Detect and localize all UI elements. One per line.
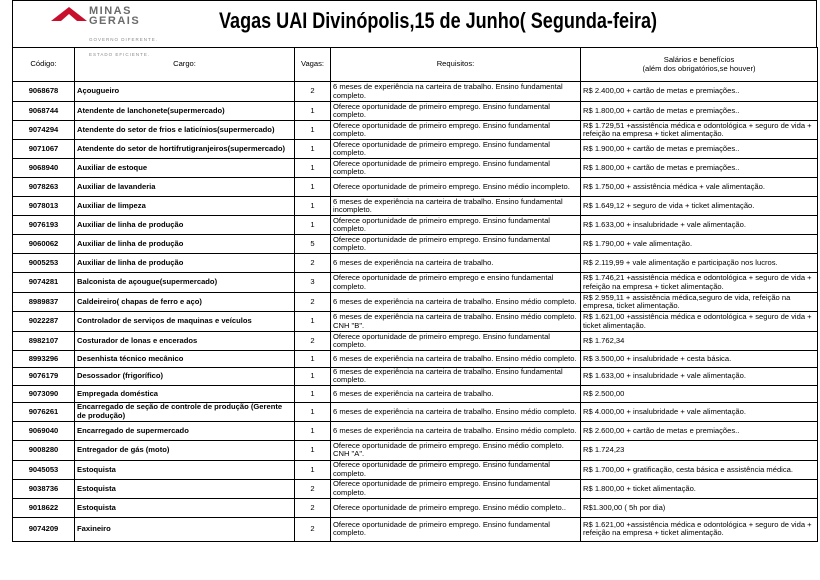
cell-codigo: 9005253 — [13, 254, 75, 273]
cell-salario: R$ 1.800,00 + ticket alimentação. — [581, 479, 818, 498]
cell-codigo: 9068744 — [13, 102, 75, 121]
cell-requisitos: 6 meses de experiência na carteira de trabalho. Ensino médio completo. — [331, 421, 581, 440]
cell-codigo: 9076179 — [13, 368, 75, 386]
table-row — [13, 332, 818, 351]
table-row — [13, 498, 818, 517]
cell-vagas: 2 — [295, 293, 331, 312]
cell-requisitos: Oferece oportunidade de primeiro emprego. Ensino fundamental completo. — [331, 159, 581, 178]
cell-salario: R$ 1.633,00 + insalubridade + vale alimentação. — [581, 216, 818, 235]
cell-vagas: 1 — [295, 368, 331, 386]
cell-vagas: 1 — [295, 159, 331, 178]
cell-codigo: 9060062 — [13, 235, 75, 254]
cell-requisitos: 6 meses de experiência na carteira de trabalho. Ensino médio completo. — [331, 351, 581, 368]
cell-cargo: Controlador de serviços de maquinas e veículos — [75, 312, 295, 332]
cell-vagas: 1 — [295, 140, 331, 159]
cell-codigo: 8993296 — [13, 351, 75, 368]
cell-salario: R$ 1.750,00 + assistência médica + vale alimentação. — [581, 178, 818, 197]
cell-vagas: 2 — [295, 82, 331, 102]
cell-requisitos: Oferece oportunidade de primeiro emprego. Ensino fundamental completo. — [331, 517, 581, 541]
cell-vagas: 2 — [295, 332, 331, 351]
cell-requisitos: Oferece oportunidade de primeiro emprego. Ensino fundamental completo. — [331, 479, 581, 498]
cell-requisitos: 6 meses de experiência na carteira de trabalho. Ensino médio completo. CNH "B". — [331, 312, 581, 332]
cell-codigo: 9074281 — [13, 273, 75, 293]
cell-salario: R$ 2.119,99 + vale alimentação e participação nos lucros. — [581, 254, 818, 273]
table-row — [13, 368, 818, 386]
table-row — [13, 235, 818, 254]
table-row — [13, 82, 818, 102]
table-row — [13, 479, 818, 498]
cell-vagas: 2 — [295, 254, 331, 273]
cell-cargo: Auxiliar de lavanderia — [75, 178, 295, 197]
cell-cargo: Empregada doméstica — [75, 385, 295, 402]
cell-vagas: 2 — [295, 479, 331, 498]
table-row — [13, 312, 818, 332]
table-row — [13, 440, 818, 460]
cell-cargo: Desossador (frigorífico) — [75, 368, 295, 386]
cell-codigo: 9068940 — [13, 159, 75, 178]
column-header-requisitos: Requisitos: — [331, 48, 581, 82]
minas-gerais-logo — [49, 5, 189, 57]
cell-codigo: 9078263 — [13, 178, 75, 197]
cell-codigo: 8982107 — [13, 332, 75, 351]
cell-vagas: 2 — [295, 498, 331, 517]
cell-cargo: Desenhista técnico mecânico — [75, 351, 295, 368]
cell-codigo: 9078013 — [13, 197, 75, 216]
cell-cargo: Atendente do setor de frios e laticínios(supermercado) — [75, 121, 295, 140]
cell-vagas: 1 — [295, 402, 331, 421]
table-row — [13, 102, 818, 121]
cell-vagas: 1 — [295, 421, 331, 440]
cell-codigo: 9018622 — [13, 498, 75, 517]
table-body — [13, 82, 818, 542]
table-row — [13, 159, 818, 178]
column-header-salarios-line1: Salários e benefícios — [663, 55, 735, 65]
cell-vagas: 1 — [295, 121, 331, 140]
logo-tagline-line2: ESTADO EFICIENTE. — [89, 52, 151, 57]
table-row — [13, 421, 818, 440]
cell-requisitos: 6 meses de experiência na carteira de trabalho. Ensino fundamental completo. — [331, 368, 581, 386]
document-page — [12, 0, 817, 580]
cell-requisitos: Oferece oportunidade de primeiro emprego. Ensino fundamental completo. — [331, 102, 581, 121]
table-row — [13, 385, 818, 402]
cell-salario: R$ 1.800,00 + cartão de metas e premiações.. — [581, 159, 818, 178]
cell-codigo: 9076261 — [13, 402, 75, 421]
cell-cargo: Entregador de gás (moto) — [75, 440, 295, 460]
table-row — [13, 254, 818, 273]
cell-salario: R$ 1.800,00 + cartão de metas e premiações.. — [581, 102, 818, 121]
logo-name — [89, 6, 140, 26]
cell-cargo: Atendente de lanchonete(supermercado) — [75, 102, 295, 121]
cell-cargo: Faxineiro — [75, 517, 295, 541]
cell-vagas: 5 — [295, 235, 331, 254]
column-header-cargo: Cargo: — [75, 48, 295, 82]
cell-salario: R$ 1.700,00 + gratificação, cesta básica e assistência médica. — [581, 460, 818, 479]
cell-salario: R$ 2.500,00 — [581, 385, 818, 402]
cell-salario: R$ 1.790,00 + vale alimentação. — [581, 235, 818, 254]
cell-salario: R$ 1.621,00 +assistência médica e odontológica + seguro de vida + ticket alimentação. — [581, 312, 818, 332]
cell-salario: R$ 1.746,21 +assistência médica e odontológica + seguro de vida + refeição na empresa + ticket alimentação. — [581, 273, 818, 293]
cell-salario: R$ 1.621,00 +assistência médica e odontológica + seguro de vida + refeição na empresa + ticket alimentação. — [581, 517, 818, 541]
cell-salario: R$ 3.500,00 + insalubridade + cesta básica. — [581, 351, 818, 368]
cell-codigo: 9068678 — [13, 82, 75, 102]
cell-requisitos: Oferece oportunidade de primeiro emprego e ensino fundamental completo. — [331, 273, 581, 293]
vagas-table — [12, 47, 818, 542]
cell-cargo: Caldeireiro( chapas de ferro e aço) — [75, 293, 295, 312]
cell-requisitos: Oferece oportunidade de primeiro emprego. Ensino fundamental completo. — [331, 235, 581, 254]
cell-vagas: 1 — [295, 385, 331, 402]
column-header-vagas: Vagas: — [295, 48, 331, 82]
table-row — [13, 140, 818, 159]
column-header-salarios — [581, 48, 818, 82]
cell-requisitos: 6 meses de experiência na carteira de trabalho. — [331, 254, 581, 273]
cell-vagas: 1 — [295, 351, 331, 368]
table-row — [13, 216, 818, 235]
cell-salario: R$ 2.959,11 + assistência médica,seguro de vida, refeição na empresa, ticket alimentação. — [581, 293, 818, 312]
cell-salario: R$ 1.724,23 — [581, 440, 818, 460]
table-row — [13, 121, 818, 140]
cell-cargo: Balconista de açougue(supermercado) — [75, 273, 295, 293]
logo-name-line1: MINAS — [89, 5, 132, 17]
cell-requisitos: Oferece oportunidade de primeiro emprego. Ensino fundamental completo. — [331, 332, 581, 351]
cell-requisitos: 6 meses de experiência na carteira de trabalho. — [331, 385, 581, 402]
cell-vagas: 1 — [295, 440, 331, 460]
cell-cargo: Encarregado de supermercado — [75, 421, 295, 440]
cell-codigo: 9038736 — [13, 479, 75, 498]
cell-codigo: 9076193 — [13, 216, 75, 235]
cell-requisitos: 6 meses de experiência na carteira de trabalho. Ensino fundamental completo. — [331, 82, 581, 102]
cell-salario: R$ 1.729,51 +assistência médica e odontológica + seguro de vida + refeição na empresa + ticket alimentação. — [581, 121, 818, 140]
table-row — [13, 197, 818, 216]
cell-vagas: 1 — [295, 460, 331, 479]
cell-cargo: Estoquista — [75, 479, 295, 498]
cell-cargo: Costurador de lonas e encerados — [75, 332, 295, 351]
cell-requisitos: Oferece oportunidade de primeiro emprego. Ensino médio completo. CNH "A". — [331, 440, 581, 460]
logo-tagline-line1: GOVERNO DIFERENTE. — [89, 37, 159, 42]
table-row — [13, 178, 818, 197]
table-row — [13, 273, 818, 293]
cell-cargo: Estoquista — [75, 498, 295, 517]
cell-codigo: 9045053 — [13, 460, 75, 479]
cell-salario: R$ 1.900,00 + cartão de metas e premiações.. — [581, 140, 818, 159]
table-row — [13, 402, 818, 421]
table-row — [13, 460, 818, 479]
cell-requisitos: 6 meses de experiência na carteira de trabalho. Ensino médio completo. — [331, 402, 581, 421]
cell-cargo: Estoquista — [75, 460, 295, 479]
cell-codigo: 9073090 — [13, 385, 75, 402]
cell-cargo: Auxiliar de limpeza — [75, 197, 295, 216]
cell-vagas: 1 — [295, 178, 331, 197]
cell-salario: R$ 2.600,00 + cartão de metas e premiações.. — [581, 421, 818, 440]
minas-gerais-logo-icon — [49, 5, 89, 23]
cell-codigo: 9022287 — [13, 312, 75, 332]
cell-requisitos: Oferece oportunidade de primeiro emprego. Ensino fundamental completo. — [331, 460, 581, 479]
cell-cargo: Auxiliar de linha de produção — [75, 235, 295, 254]
cell-requisitos: 6 meses de experiência na carteira de trabalho. Ensino fundamental incompleto. — [331, 197, 581, 216]
column-header-salarios-line2: (além dos obrigatórios,se houver) — [642, 63, 756, 73]
cell-cargo: Açougueiro — [75, 82, 295, 102]
logo-tagline — [89, 27, 158, 67]
cell-cargo: Auxiliar de linha de produção — [75, 216, 295, 235]
cell-codigo: 9008280 — [13, 440, 75, 460]
cell-cargo: Encarregado de seção de controle de produção (Gerente de produção) — [75, 402, 295, 421]
cell-codigo: 9074294 — [13, 121, 75, 140]
logo-name-line2: GERAIS — [89, 15, 141, 27]
cell-requisitos: Oferece oportunidade de primeiro emprego. Ensino médio completo.. — [331, 498, 581, 517]
cell-vagas: 1 — [295, 197, 331, 216]
cell-requisitos: Oferece oportunidade de primeiro emprego. Ensino fundamental completo. — [331, 216, 581, 235]
cell-vagas: 1 — [295, 216, 331, 235]
cell-codigo: 9071067 — [13, 140, 75, 159]
cell-codigo: 8989837 — [13, 293, 75, 312]
cell-requisitos: Oferece oportunidade de primeiro emprego. Ensino fundamental completo. — [331, 140, 581, 159]
page-title: Vagas UAI Divinópolis,15 de Junho( Segunda-feira) — [219, 8, 658, 33]
cell-salario: R$ 4.000,00 + insalubridade + vale alimentação. — [581, 402, 818, 421]
cell-vagas: 2 — [295, 517, 331, 541]
cell-salario: R$ 1.762,34 — [581, 332, 818, 351]
table-row — [13, 293, 818, 312]
cell-salario: R$ 2.400,00 + cartão de metas e premiações.. — [581, 82, 818, 102]
cell-requisitos: Oferece oportunidade de primeiro emprego. Ensino médio incompleto. — [331, 178, 581, 197]
cell-cargo: Atendente do setor de hortifrutigranjeiros(supermercado) — [75, 140, 295, 159]
cell-vagas: 1 — [295, 102, 331, 121]
table-row — [13, 351, 818, 368]
cell-salario: R$1.300,00 ( 5h por dia) — [581, 498, 818, 517]
cell-codigo: 9074209 — [13, 517, 75, 541]
cell-salario: R$ 1.633,00 + insalubridade + vale alimentação. — [581, 368, 818, 386]
cell-cargo: Auxiliar de estoque — [75, 159, 295, 178]
cell-salario: R$ 1.649,12 + seguro de vida + ticket alimentação. — [581, 197, 818, 216]
cell-codigo: 9069040 — [13, 421, 75, 440]
cell-cargo: Auxiliar de linha de produção — [75, 254, 295, 273]
table-row — [13, 517, 818, 541]
cell-requisitos: Oferece oportunidade de primeiro emprego. Ensino fundamental completo. — [331, 121, 581, 140]
cell-vagas: 1 — [295, 312, 331, 332]
cell-requisitos: 6 meses de experiência na carteira de trabalho. Ensino médio completo. — [331, 293, 581, 312]
document-header — [12, 0, 817, 57]
cell-vagas: 3 — [295, 273, 331, 293]
column-header-codigo: Código: — [13, 48, 75, 82]
